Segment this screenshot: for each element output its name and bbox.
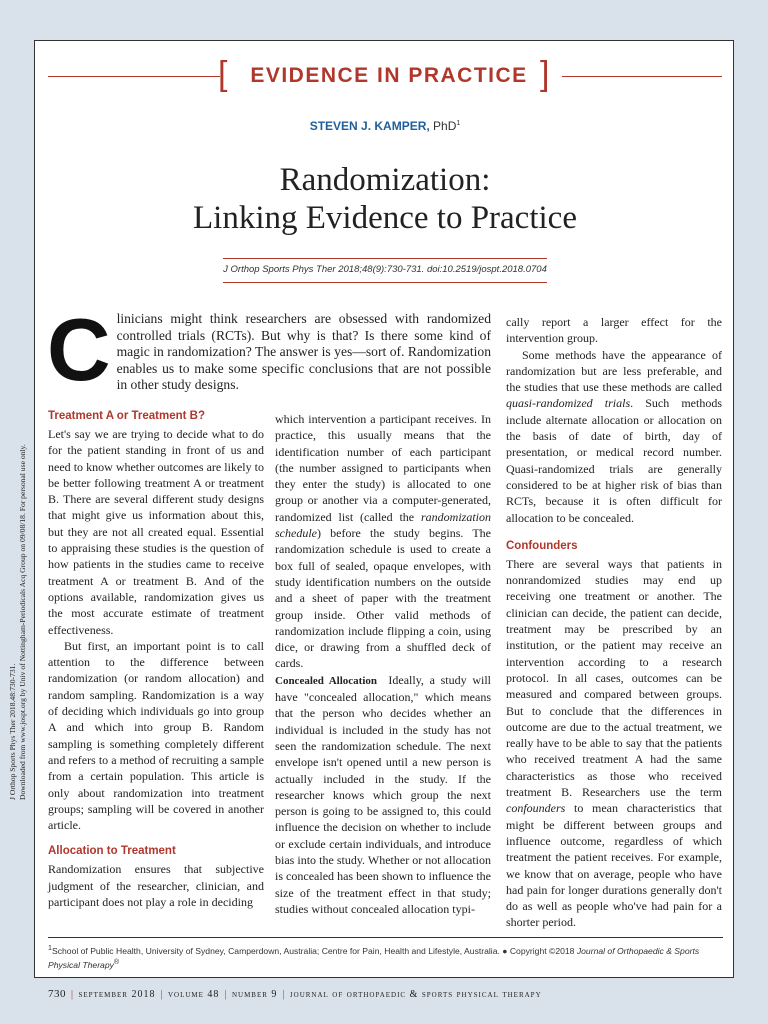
- footer-volume: volume 48: [167, 989, 220, 1000]
- heading-treatment-a-or-b: Treatment A or Treatment B?: [48, 410, 205, 422]
- column-3: [506, 314, 722, 931]
- term-confounders: confounders: [506, 801, 566, 816]
- footnote-text: School of Public Health, University of Sydney, Camperdown, Australia; Centre for Pain, Health and Lifestyle, Australia. ● Copyright ©2018: [51, 945, 577, 956]
- affiliation-footnote: [48, 943, 728, 971]
- author-name: STEVEN J. KAMPER,: [309, 119, 430, 133]
- col2-paragraph-1: [275, 411, 491, 672]
- citation-rule-bottom: [223, 282, 547, 283]
- drop-cap: C: [47, 300, 111, 399]
- section-title: EVIDENCE IN PRACTICE: [250, 64, 528, 87]
- term-randomization-schedule: randomization schedule: [275, 509, 491, 541]
- author-degree: PhD: [429, 119, 457, 133]
- heading-confounders: Confounders: [506, 539, 578, 552]
- runin-heading-concealed-allocation: Concealed Allocation: [275, 674, 377, 687]
- col3-paragraph-2: [506, 347, 722, 526]
- intro-text: linicians might think researchers are obsessed with randomized controlled trials (RCTs). But why is that? Is there some kind of magic in randomization? The answer is yes—sort of. Randomization enables us to make some specific conclusions that are not possible in other study designs.: [116, 311, 491, 393]
- section-banner: [35, 55, 735, 95]
- col3-paragraph-2-part-a: Some methods have the appearance of randomization but are less preferable, and the studies that use these methods are called: [506, 347, 722, 395]
- footer-separator: |: [282, 989, 285, 1000]
- page-footer: [48, 988, 542, 1000]
- citation-rule-top: [223, 258, 547, 259]
- footer-journal: journal of orthopaedic & sports physical therapy: [289, 989, 542, 1000]
- banner-bracket-left: [: [218, 55, 228, 93]
- download-notice-line1: J Orthop Sports Phys Ther 2018.48:730-731.: [8, 663, 17, 800]
- footer-separator: |: [224, 989, 227, 1000]
- col2-paragraph-1-part-b: ) before the study begins. The randomization schedule is used to create a box full of sealed, opaque envelopes, with study identification numbers on the outside and a sheet of paper with the treatment group inside. Other valid methods of randomization include flipping a coin, using dice, or drawing from a shuffled deck of cards.: [275, 526, 491, 671]
- citation: J Orthop Sports Phys Ther 2018;48(9):730-731. doi:10.2519/jospt.2018.0704: [223, 264, 547, 275]
- article-title: [35, 161, 735, 237]
- banner-bracket-right: ]: [540, 55, 550, 93]
- download-notice-line2: Downloaded from www.jospt.org by Univ of Nottingham-Periodicals Acq Group on 09/08/18. For personal use only.: [18, 444, 27, 800]
- col1-paragraph-2: But first, an important point is to call attention to the difference between randomization (or random allocation) and random sampling. Randomization is a way of deciding which individuals go into group A and which into group B. Random sampling is something completely different and refers to a method of recruiting a sample from a certain population. This article is only about randomization into treatment groups; sampling will be covered in another article.: [48, 638, 264, 833]
- page-number: 730: [48, 988, 66, 1000]
- footnote-rule: [48, 937, 723, 938]
- banner-rule-right: [562, 76, 722, 77]
- footer-number: number 9: [231, 989, 278, 1000]
- footnote-journal: Journal of Orthopaedic & Sports Physical Therapy: [48, 945, 700, 970]
- col2-paragraph-2-text: Ideally, a study will have "concealed allocation," which means that the person who decides whether an individual is included in the study has not seen the randomization schedule. The next envelope isn't opened until a new person is actually included in the study. If the researcher knows which group the next person is going to be assigned to, this could influence the decision on whether to include or exclude certain individuals, and introduce bias into the study. Whether or not allocation is concealed has been shown to influence the size of the treatment effect in that study; studies without concealed allocation typi-: [275, 672, 491, 916]
- heading-allocation-to-treatment: Allocation to Treatment: [48, 845, 176, 858]
- banner-rule-left: [48, 76, 220, 77]
- col3-paragraph-3-part-b: to mean characteristics that might be different between groups and influence outcome, regardless of which treatment the patient receives. For example, we know that on average, people who have had pain for longer durations generally don't do as well as people who've had pain for a shorter period.: [506, 801, 722, 930]
- author-line: [35, 119, 735, 133]
- footer-separator: |: [160, 989, 163, 1000]
- col3-paragraph-1: cally report a larger effect for the intervention group.: [506, 315, 722, 346]
- col2-paragraph-2: [275, 672, 491, 917]
- column-2: [275, 411, 491, 917]
- article-title-line1: Randomization:: [279, 162, 491, 198]
- footer-date: september 2018: [78, 989, 156, 1000]
- author-affiliation-mark: 1: [456, 120, 461, 127]
- download-notice: [4, 300, 34, 800]
- col1-paragraph-1: Let's say we are trying to decide what to do for the patient standing in front of us and need to know whether outcomes are likely to be better following treatment A or treatment B. There are several different study designs that might give us information about this, but they are not all created equal. Essential to appraising these studies is the question of how patients in the studies came to receive treatment A or treatment B. And of the options available, randomization gives us the most accurate estimate of treatment effectiveness.: [48, 427, 264, 637]
- col1-paragraph-3: Randomization ensures that subjective judgment of the researcher, clinician, and participant does not play a role in deciding: [48, 862, 264, 910]
- column-1: [48, 408, 264, 910]
- col3-paragraph-2-part-b: . Such methods include alternate allocation or allocation on the basis of date of birth, day of presentation, or medical record number. Quasi-randomized trials are generally considered to be at higher risk of bias than RCTs, because it is often difficult for allocation to be concealed.: [506, 396, 722, 525]
- article-page: [34, 40, 734, 978]
- footer-separator: |: [71, 989, 74, 1000]
- col3-paragraph-3: [506, 556, 722, 931]
- term-quasi-randomized-trials: quasi-randomized trials: [506, 396, 631, 411]
- col3-paragraph-3-part-a: There are several ways that patients in nonrandomized studies may end up receiving one treatment or another. The clinician can decide, the patient can decide, treatment may be prescribed by an institution, or the patient may receive an intervention according to a research protocol. In all cases, outcomes can be measured and compared between groups. But to conclude that the differences in outcome are due to the actual treatment, we really have to be able to say that the patients who received treatment A had the same characteristics as those who received treatment B. Researchers use the term: [506, 556, 722, 800]
- article-title-line2: Linking Evidence to Practice: [193, 200, 577, 236]
- col2-paragraph-1-part-a: which intervention a participant receives. In practice, this usually means that the identification number of each participant (the number assigned to participants when they enter the study) is allocated to one group or another via a computer-generated, randomized list (called the: [275, 412, 491, 524]
- intro-paragraph: [47, 300, 491, 399]
- footnote-mark: 1: [48, 944, 52, 952]
- footnote-registered-mark: ®: [113, 957, 120, 966]
